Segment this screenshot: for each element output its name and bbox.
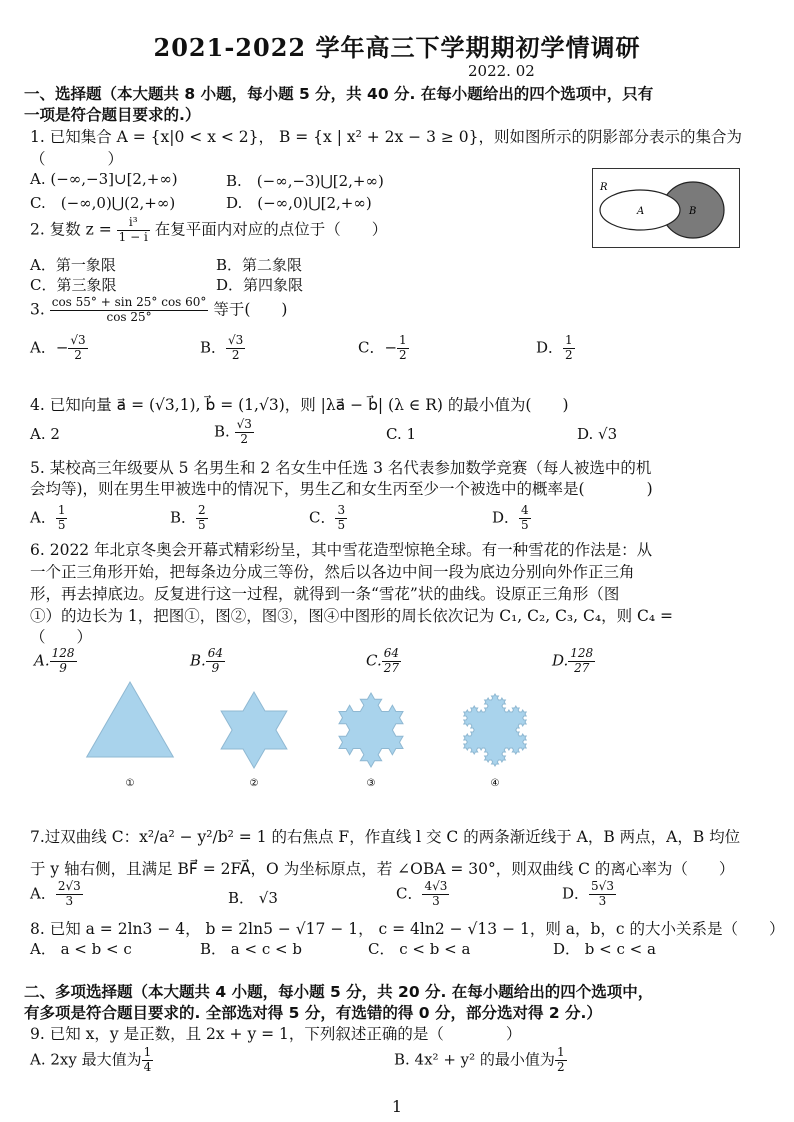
q9-option-a (30, 1046, 153, 1075)
q7-option-d-den: 3 (598, 893, 607, 908)
q7-option-d (562, 880, 616, 909)
q7-option-b: B． √3 (228, 889, 278, 907)
q6-option-b-den: 9 (211, 660, 220, 675)
q2-suffix: 在复平面内对应的点位于（ ） (154, 220, 388, 239)
q5-option-c-den: 5 (337, 517, 346, 532)
section2-heading-line2: 有多项是符合题目要求的. 全部选对得 5 分，有选错的得 0 分，部分选对得 2 分.） (24, 1004, 602, 1022)
q5-stem-line1: 5. 某校高三年级要从 5 名男生和 2 名女生中任选 3 名代表参加数学竞赛（每人被选中的机 (30, 459, 652, 477)
q5-option-c-num: 3 (337, 503, 346, 517)
q2-option-d: D．第四象限 (216, 276, 304, 294)
figure-label-4: ④ (490, 778, 500, 789)
section1-heading-line2: 一项是符合题目要求的.） (24, 106, 201, 124)
q6-option-d-num: 128 (570, 646, 594, 660)
q7-option-a-label: A． (30, 884, 56, 903)
q6-stem-line1: 6. 2022 年北京冬奥会开幕式精彩纷呈，其中雪花造型惊艳全球。有一种雪花的作法是：从 (30, 541, 653, 559)
q7-option-c (396, 880, 449, 909)
q4-option-b-den: 2 (240, 431, 249, 446)
q7-stem-line2: 于 y 轴右侧，且满足 BF⃗ = 2FA⃗，O 为坐标原点，若 ∠OBA = 30°，则双曲线 C 的离心率为（ ） (30, 860, 735, 878)
q1-stem: 1. 已知集合 A = {x|0 < x < 2}， B = {x | x² + 2x − 3 ≥ 0}，则如图所示的阴影部分表示的集合为 (30, 128, 743, 146)
venn-label-b: B (689, 206, 697, 217)
q9-option-a-den: 4 (143, 1059, 152, 1074)
q6-stem-line5: （ ） (30, 628, 93, 646)
q2-prefix: 2. 复数 z = (30, 220, 112, 239)
q7-option-c-label: C． (396, 884, 423, 903)
q6-stem-line3: 形，再去掉底边。反复进行这一过程，就得到一条“雪花”状的曲线。设原正三角形（图 (30, 585, 620, 603)
figure-label-3: ③ (366, 778, 376, 789)
venn-label-r: R (600, 182, 608, 193)
snowflake-figure-1 (87, 682, 174, 789)
snowflake-figures (80, 680, 550, 800)
q1-option-a: A. (−∞,−3]∪[2,+∞) (30, 170, 178, 188)
q7-option-d-num: 5√3 (591, 879, 614, 893)
q2-option-b: B．第二象限 (216, 256, 303, 274)
q3-option-b-den: 2 (231, 347, 240, 362)
q9-stem: 9. 已知 x，y 是正数，且 2x + y = 1，下列叙述正确的是（ ） (30, 1025, 522, 1043)
q9-option-b-den: 2 (556, 1059, 565, 1074)
snowflake-figure-4 (464, 694, 526, 789)
q9-option-b-label: B. 4x² + y² 的最小值为 (394, 1050, 555, 1069)
q6-option-a-num: 128 (51, 646, 75, 660)
q6-option-a-den: 9 (59, 660, 67, 675)
q4-option-d: D. √3 (577, 425, 618, 443)
q7-option-a-den: 3 (65, 893, 74, 908)
q5-option-b (170, 504, 208, 533)
q2-option-a: A．第一象限 (30, 256, 116, 274)
q3-fraction-num: cos 55° + sin 25° cos 60° (51, 295, 207, 309)
q3-option-d-label: D． (536, 338, 564, 357)
q6-stem-line2: 一个正三角形开始，把每条边分成三等份，然后以各边中间一段为底边分别向外作正三角 (30, 563, 635, 581)
exam-title: 2021-2022 学年高三下学期期初学情调研 (153, 33, 641, 62)
q6-option-c-den: 27 (383, 660, 399, 675)
q7-option-c-den: 3 (432, 893, 440, 908)
q2-option-c: C．第三象限 (30, 276, 117, 294)
q5-option-b-den: 5 (198, 517, 206, 532)
q5-option-d (492, 504, 531, 533)
q3-fraction (50, 296, 209, 325)
q4-option-b (214, 418, 254, 447)
q8-stem: 8. 已知 a = 2ln3 − 4， b = 2ln5 − √17 − 1， c = 4ln2 − √13 − 1，则 a，b，c 的大小关系是（ ） (30, 920, 785, 938)
q5-option-d-den: 5 (521, 517, 529, 532)
q6-option-b-num: 64 (207, 646, 224, 660)
snowflake-figure-3 (339, 693, 403, 789)
q5-option-a-num: 1 (57, 503, 66, 517)
q4-stem: 4. 已知向量 a⃗ = (√3,1), b⃗ = (1,√3)，则 |λa⃗ − b⃗| (λ ∈ R) 的最小值为( ) (30, 396, 569, 414)
q1-option-c: C. (−∞,0)⋃(2,+∞) (30, 194, 176, 212)
q5-option-d-label: D． (492, 508, 520, 527)
q6-option-b-label: B. (190, 651, 206, 670)
q3-option-b (200, 334, 245, 363)
q3-option-d-num: 1 (565, 333, 573, 347)
q1-option-d: D. (−∞,0)⋃[2,+∞) (226, 194, 372, 212)
q4-option-a: A. 2 (30, 425, 60, 443)
figure-label-2: ② (249, 778, 259, 789)
q6-option-d (552, 647, 595, 676)
q5-option-c (309, 504, 347, 533)
q6-option-c-label: C. (366, 651, 382, 670)
q3-option-d (536, 334, 575, 363)
q5-option-b-num: 2 (198, 503, 206, 517)
q6-option-d-label: D. (552, 651, 569, 670)
figure-label-1: ① (125, 778, 135, 789)
q3-option-b-label: B． (200, 338, 227, 357)
venn-label-a: A (637, 206, 645, 217)
q6-option-d-den: 27 (574, 660, 590, 675)
q6-option-b (190, 647, 225, 676)
q9-option-a-label: A. 2xy 最大值为 (30, 1050, 142, 1069)
q3-option-d-den: 2 (565, 347, 573, 362)
q4-option-b-label: B. (214, 422, 230, 441)
q3-prefix: 3. (30, 300, 45, 319)
q6-option-a (34, 647, 77, 676)
q7-option-d-label: D． (562, 884, 590, 903)
q2-fraction-den: 1 − i (118, 229, 148, 244)
snowflake-figure-2 (221, 692, 287, 789)
q3-option-c-num: 1 (399, 333, 407, 347)
q3-option-a (30, 334, 88, 363)
q8-option-a: A． a < b < c (30, 940, 132, 958)
q2-fraction (117, 216, 150, 245)
q9-option-b (394, 1046, 567, 1075)
q9-option-a-num: 1 (143, 1045, 152, 1059)
q7-option-a (30, 880, 83, 909)
q8-option-b: B． a < c < b (200, 940, 302, 958)
section2-heading-line1: 二、多项选择题（本大题共 4 小题，每小题 5 分，共 20 分. 在每小题给出的四个选项中， (24, 983, 654, 1001)
q3-suffix: 等于( ) (213, 300, 288, 319)
q5-option-a-label: A． (30, 508, 56, 527)
section1-heading-line1: 一、选择题（本大题共 8 小题，每小题 5 分，共 40 分. 在每小题给出的四个选项中，只有 (24, 85, 654, 103)
q5-stem-line2: 会均等)，则在男生甲被选中的情况下，男生乙和女生丙至少一个被选中的概率是( ) (30, 480, 653, 498)
q3-option-c (358, 334, 409, 363)
q6-stem-line4: ①）的边长为 1，把图①，图②，图③，图④中图形的周长依次记为 C₁, C₂, C₃, C₄，则 C₄ = (30, 607, 673, 625)
q5-option-a-den: 5 (57, 517, 66, 532)
q6-option-c-num: 64 (383, 646, 399, 660)
q7-stem-line1: 7.过双曲线 C：x²/a² − y²/b² = 1 的右焦点 F，作直线 l 交 C 的两条渐近线于 A，B 两点，A，B 均位 (30, 828, 741, 846)
venn-diagram (592, 168, 740, 248)
q3-option-c-label: C．− (358, 338, 398, 357)
exam-date: 2022. 02 (468, 62, 535, 80)
q8-option-d: D． b < c < a (553, 940, 656, 958)
q3-option-a-num: √3 (70, 333, 86, 347)
q3-option-b-num: √3 (228, 333, 244, 347)
q1-option-b: B. (−∞,−3)⋃[2,+∞) (226, 172, 384, 190)
q9-option-b-num: 1 (556, 1045, 565, 1059)
q8-option-c: C． c < b < a (368, 940, 471, 958)
q3-fraction-den: cos 25° (106, 309, 152, 324)
q2-stem (30, 216, 387, 245)
q4-option-c: C. 1 (386, 425, 417, 443)
q1-blank: （ ） (30, 150, 124, 168)
q7-option-c-num: 4√3 (424, 879, 448, 893)
q5-option-b-label: B． (170, 508, 197, 527)
q3-option-a-label: A．− (30, 338, 69, 357)
q7-option-a-num: 2√3 (57, 879, 81, 893)
q5-option-d-num: 4 (521, 503, 529, 517)
page-number: 1 (391, 1097, 403, 1116)
q3-stem (30, 296, 287, 325)
q6-option-a-label: A. (34, 651, 50, 670)
q6-option-c (366, 647, 401, 676)
q4-option-b-num: √3 (236, 417, 252, 431)
q5-option-c-label: C． (309, 508, 336, 527)
q5-option-a (30, 504, 67, 533)
q3-option-c-den: 2 (399, 347, 407, 362)
q3-option-a-den: 2 (74, 347, 82, 362)
q2-fraction-num: i³ (117, 216, 150, 231)
